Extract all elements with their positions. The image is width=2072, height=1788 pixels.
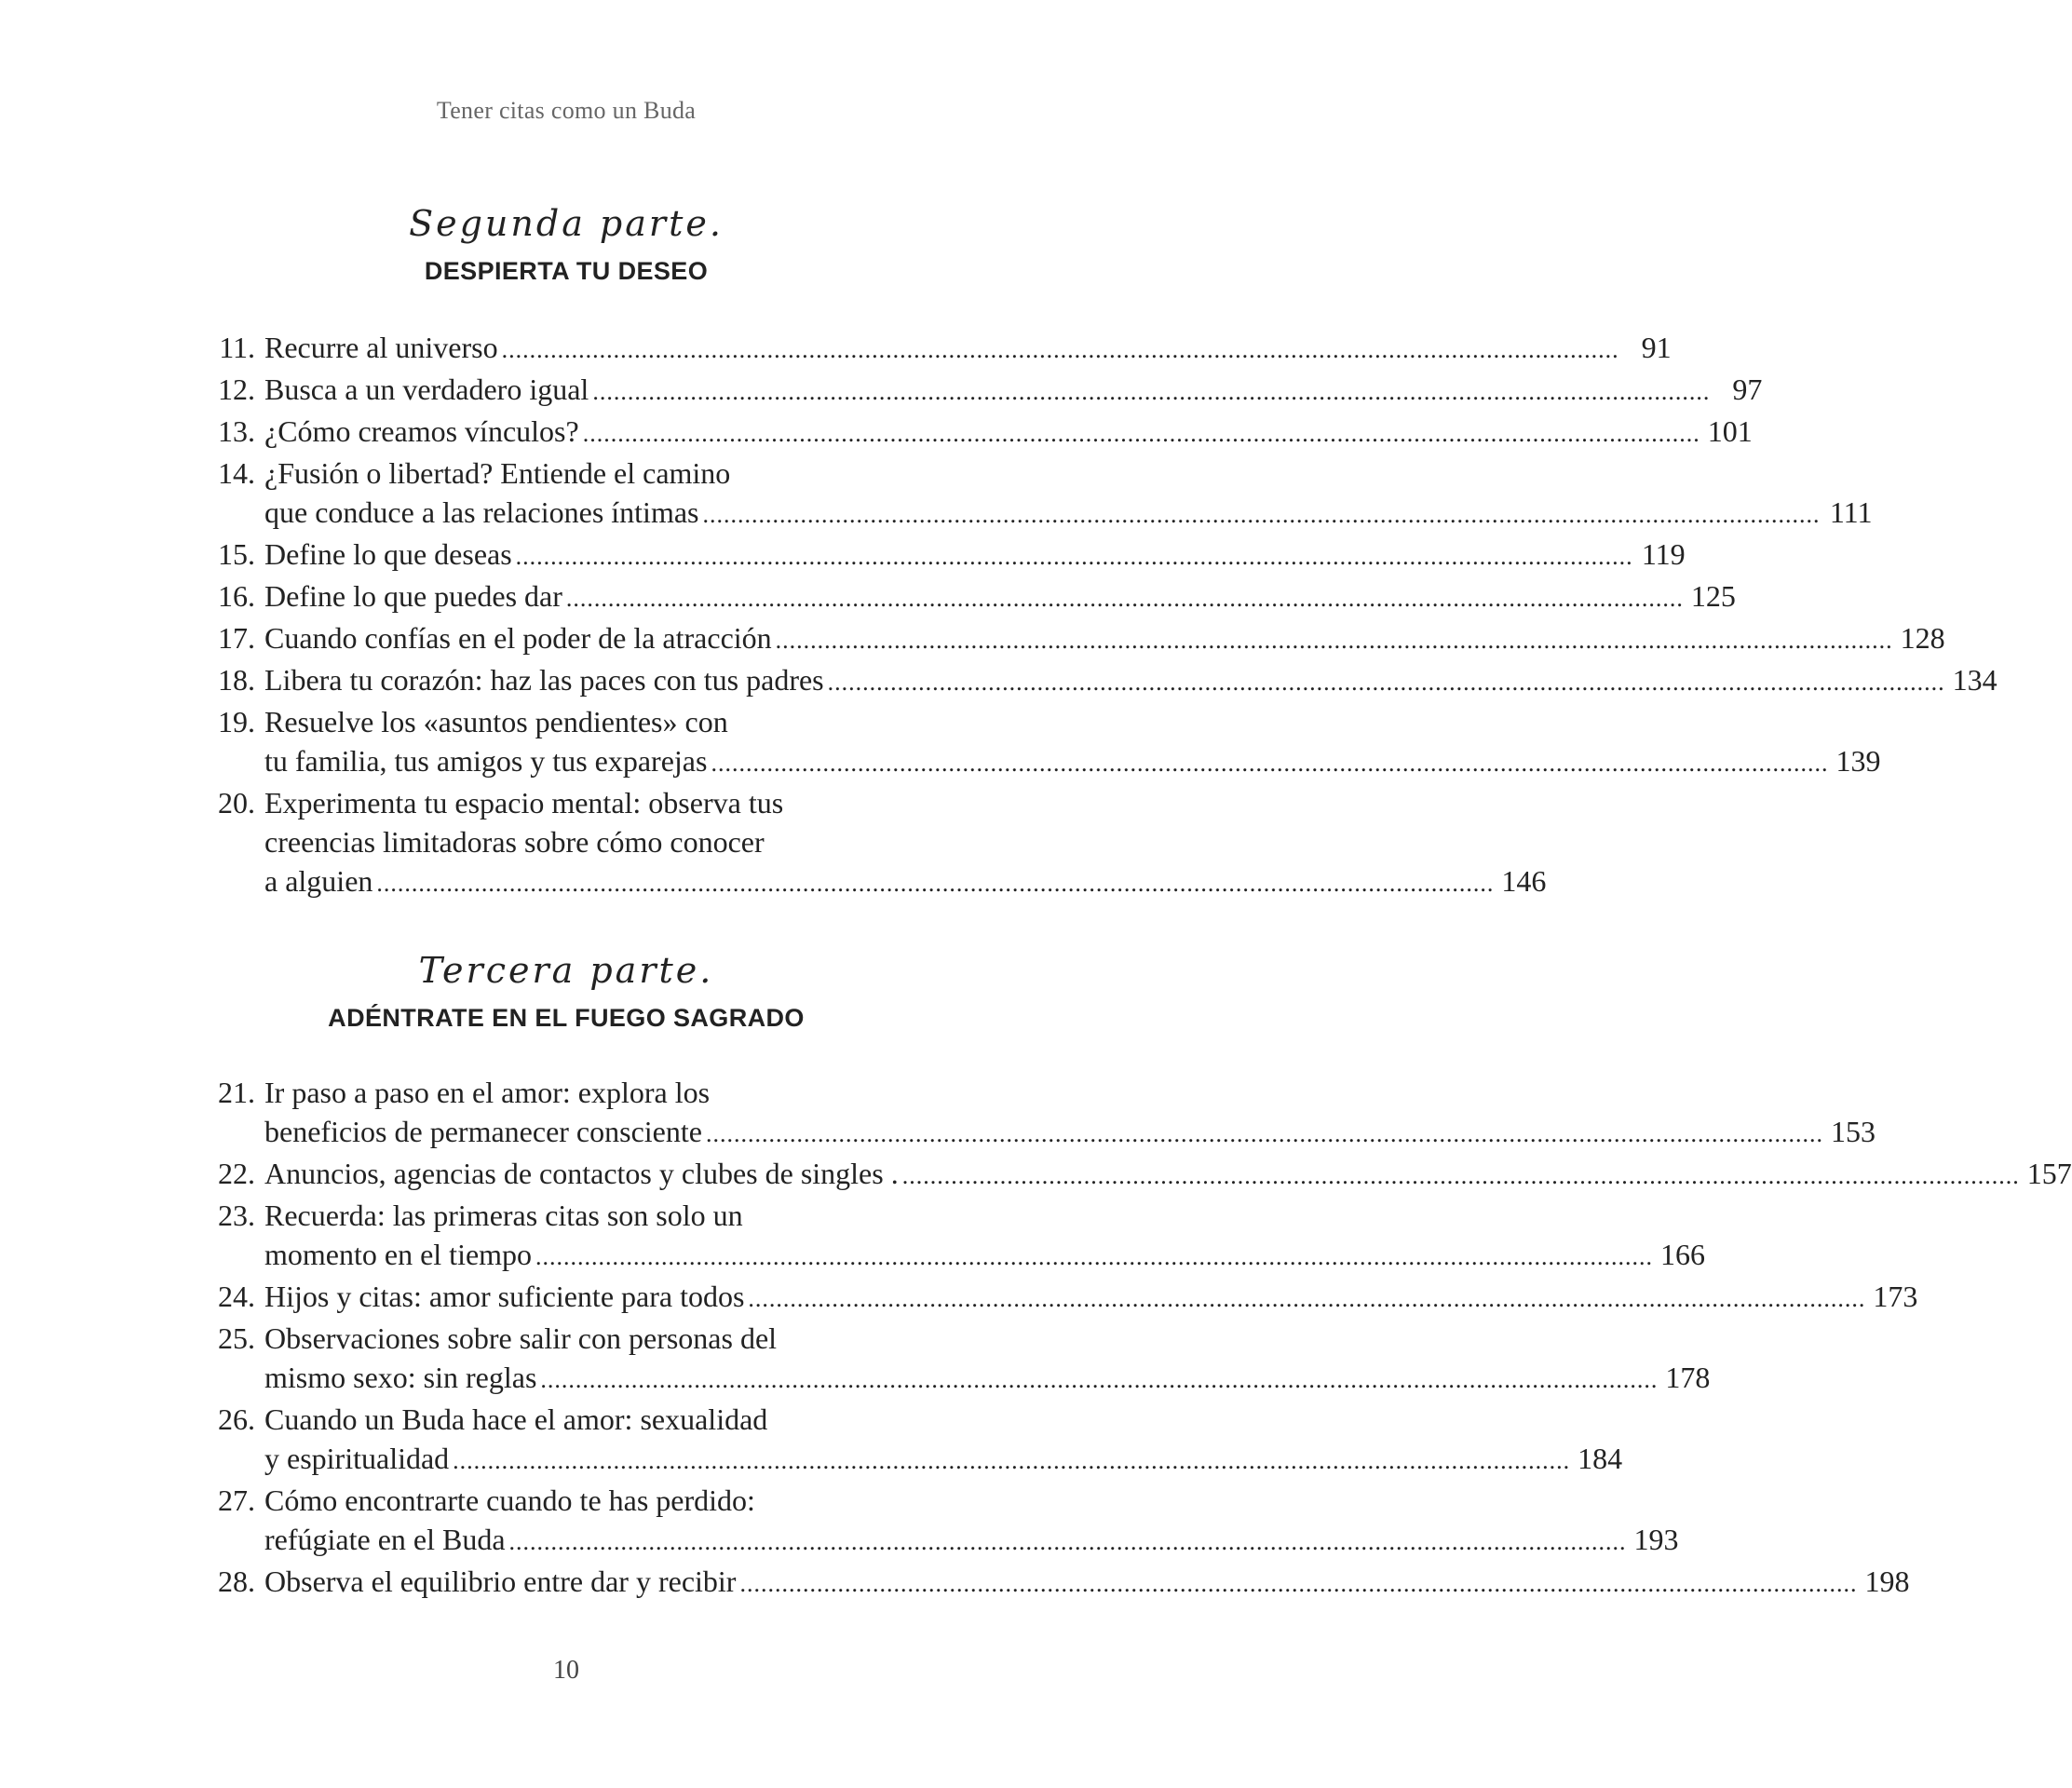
dot-leader: ................................................................................................................................................................: [540, 1366, 1659, 1393]
dot-leader: ................................................................................................................................................................: [515, 543, 1633, 570]
toc-entry-title-line: Define lo que deseas: [264, 537, 512, 571]
toc-entry-title-line: Ir paso a paso en el amor: explora los: [264, 1076, 711, 1109]
toc-entry-title-line: Cuando un Buda hace el amor: sexualidad: [264, 1402, 768, 1436]
dot-leader: ................................................................................................................................................................: [453, 1447, 1571, 1474]
toc-entry-page: 146: [1501, 864, 1547, 898]
dot-leader: ................................................................................................................................................................: [535, 1243, 1654, 1270]
toc-entry-title-line: Resuelve los «asuntos pendientes» con: [264, 705, 728, 738]
toc-entry-number: 18.: [218, 663, 255, 697]
toc-entry-number: 21.: [218, 1076, 255, 1109]
toc-entry-page: 178: [1665, 1361, 1711, 1394]
toc-entry-number: 17.: [218, 621, 255, 655]
toc-entry-page: 91: [1641, 331, 1672, 364]
toc-entry: [201, 1319, 1711, 1400]
dot-leader: ................................................................................................................................................................: [739, 1570, 1858, 1597]
toc-list: [201, 1073, 2072, 1604]
toc-entry-number: 20.: [218, 786, 255, 820]
toc-entry-page: 166: [1660, 1238, 1706, 1271]
part-title: Tercera parte.: [418, 950, 714, 991]
toc-entry-number: 28.: [218, 1564, 255, 1598]
toc-entry-number: 22.: [218, 1157, 255, 1190]
toc-entry-title-line: refúgiate en el Buda: [264, 1523, 506, 1556]
toc-entry-title-line: beneficios de permanecer consciente: [264, 1115, 702, 1148]
toc-entry: [201, 1400, 1623, 1481]
toc-entry: [201, 535, 1686, 576]
toc-entry-title-line: ¿Cómo creamos vínculos?: [264, 414, 579, 448]
toc-entry-page: 125: [1690, 579, 1736, 613]
dot-leader: ................................................................................................................................................................: [702, 501, 1821, 528]
dot-leader: ................................................................................................................................................................: [501, 336, 1619, 363]
toc-entry: [201, 1562, 1910, 1604]
toc-entry-page: 153: [1830, 1115, 1876, 1148]
running-head: Tener citas como un Buda: [436, 97, 697, 124]
toc-entry-title-line: Define lo que puedes dar: [264, 579, 562, 613]
toc-entry: [201, 618, 1945, 660]
toc-entry-number: 13.: [218, 414, 255, 448]
toc-entry-title-line: Libera tu corazón: haz las paces con tus padres: [264, 663, 824, 697]
toc-entry-title-line: Recurre al universo: [264, 331, 498, 364]
toc-entry-number: 24.: [218, 1280, 255, 1313]
dot-leader: ................................................................................................................................................................: [508, 1528, 1627, 1555]
toc-entry: [201, 1277, 1918, 1319]
dot-leader: ................................................................................................................................................................: [592, 378, 1711, 405]
toc-entry: [201, 328, 1672, 370]
page-number: 10: [553, 1656, 579, 1685]
toc-entry-number: 25.: [218, 1321, 255, 1355]
dot-leader: ................................................................................................................................................................: [565, 585, 1684, 612]
dot-leader: ................................................................................................................................................................: [901, 1162, 2020, 1189]
toc-entry-page: 134: [1952, 663, 1998, 697]
toc-entry-page: 139: [1835, 744, 1881, 778]
toc-entry: [201, 660, 1998, 702]
toc-entry: [201, 370, 1763, 412]
toc-entry-title-line: Cuando confías en el poder de la atracción: [264, 621, 772, 655]
toc-entry: [201, 1481, 1679, 1562]
toc-entry-title-line: Recuerda: las primeras citas son solo un: [264, 1199, 743, 1232]
toc-entry-title-line: Observa el equilibrio entre dar y recibir: [264, 1564, 737, 1598]
toc-entry-page: 119: [1641, 537, 1686, 571]
toc-entry-number: 23.: [218, 1199, 255, 1232]
toc-entry-page: 111: [1829, 495, 1873, 529]
toc-entry-page: 128: [1900, 621, 1945, 655]
toc-entry: [201, 1154, 2072, 1196]
part-title: Segunda parte.: [409, 203, 724, 244]
toc-entry-page: 173: [1873, 1280, 1918, 1313]
toc-entry: [201, 702, 1881, 783]
toc-entry-title-line: Observaciones sobre salir con personas del: [264, 1321, 778, 1355]
toc-list: [201, 328, 1998, 903]
toc-entry-title-line: Busca a un verdadero igual: [264, 372, 589, 406]
toc-entry: [201, 1073, 1876, 1154]
toc-entry-title-line: momento en el tiempo: [264, 1238, 533, 1271]
toc-entry-page: 101: [1707, 414, 1753, 448]
dot-leader: ................................................................................................................................................................: [376, 870, 1495, 897]
toc-entry-title-line: a alguien: [264, 864, 373, 898]
toc-entry-number: 16.: [218, 579, 255, 613]
toc-entry-title-line: ¿Fusión o libertad? Entiende el camino: [264, 456, 731, 490]
toc-entry-page: 184: [1578, 1442, 1623, 1475]
dot-leader: ................................................................................................................................................................: [827, 669, 1945, 696]
toc-entry-title-line: Hijos y citas: amor suficiente para todos: [264, 1280, 745, 1313]
toc-entry-title-line: y espiritualidad: [264, 1442, 450, 1475]
toc-entry-number: 14.: [218, 456, 255, 490]
toc-entry-title-line: creencias limitadoras sobre cómo conocer: [264, 825, 765, 859]
toc-entry-page: 193: [1633, 1523, 1679, 1556]
toc-entry-title-line: Experimenta tu espacio mental: observa tus: [264, 786, 784, 820]
toc-entry: [201, 1196, 1706, 1277]
toc-entry-title-line: Cómo encontrarte cuando te has perdido:: [264, 1483, 755, 1517]
toc-entry-title-line: que conduce a las relaciones íntimas: [264, 495, 699, 529]
toc-entry-page: 157: [2026, 1157, 2072, 1190]
part-subtitle: ADÉNTRATE EN EL FUEGO SAGRADO: [328, 1004, 805, 1032]
toc-entry-page: 97: [1732, 372, 1763, 406]
dot-leader: ................................................................................................................................................................: [775, 627, 1893, 654]
dot-leader: ................................................................................................................................................................: [582, 420, 1700, 447]
toc-entry-number: 27.: [218, 1483, 255, 1517]
toc-entry-number: 19.: [218, 705, 255, 738]
toc-entry: [201, 783, 1547, 903]
toc-entry: [201, 576, 1736, 618]
toc-entry-number: 12.: [218, 372, 255, 406]
toc-entry-title-line: tu familia, tus amigos y tus exparejas: [264, 744, 708, 778]
toc-entry-title-line: mismo sexo: sin reglas: [264, 1361, 537, 1394]
toc-entry-number: 11.: [219, 331, 255, 364]
dot-leader: ................................................................................................................................................................: [705, 1120, 1823, 1147]
toc-entry-title-line: Anuncios, agencias de contactos y clubes de singles .: [264, 1157, 899, 1190]
part-subtitle: DESPIERTA TU DESEO: [424, 257, 709, 285]
dot-leader: ................................................................................................................................................................: [711, 750, 1829, 777]
toc-entry-page: 198: [1864, 1564, 1910, 1598]
dot-leader: ................................................................................................................................................................: [748, 1285, 1866, 1312]
toc-entry-number: 15.: [218, 537, 255, 571]
toc-entry: [201, 412, 1753, 454]
toc-entry: [201, 454, 1873, 535]
toc-entry-number: 26.: [218, 1402, 255, 1436]
